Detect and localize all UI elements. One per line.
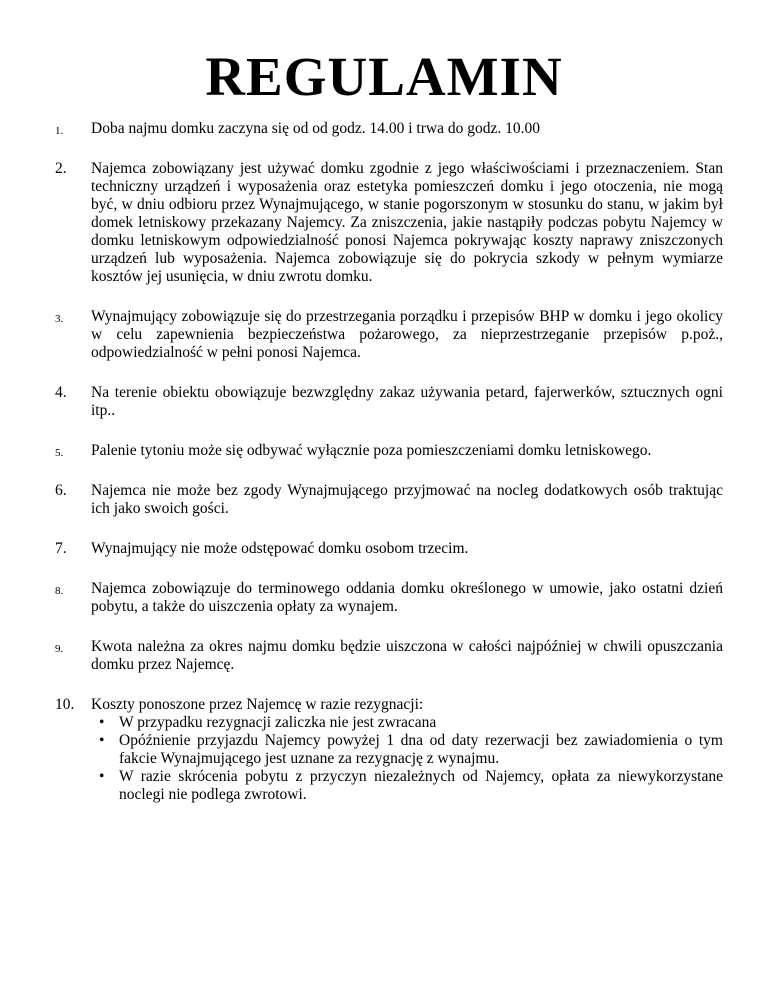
rule-text: Wynajmujący zobowiązuje się do przestrzegania porządku i przepisów BHP w domku i jego okolicy w celu zapewnienia bezpieczeństwa pożarowego, za nieprzestrzeganie przepisów p.poż., odpowiedzialność w pełni ponosi Najemca.	[91, 308, 723, 361]
bullet-item	[91, 768, 723, 804]
bullet-icon: •	[99, 714, 105, 731]
rule-number: 6.	[55, 482, 67, 499]
rule-text: Koszty ponoszone przez Najemcę w razie rezygnacji:	[91, 696, 424, 713]
bullet-text: W przypadku rezygnacji zaliczka nie jest zwracana	[119, 714, 437, 731]
rule-number: 8.	[55, 585, 64, 597]
rule-item-8	[55, 580, 723, 616]
rule-text: Wynajmujący nie może odstępować domku osobom trzecim.	[91, 540, 469, 557]
rule-item-6	[55, 482, 723, 518]
page-title: REGULAMIN	[205, 46, 563, 107]
bullet-text: W razie skrócenia pobytu z przyczyn niezależnych od Najemcy, opłata za niewykorzystane noclegi nie podlega zwrotowi.	[119, 768, 723, 803]
rule-item-3	[55, 308, 723, 362]
rule-number: 10.	[55, 696, 75, 713]
rule-text: Najemca zobowiązany jest używać domku zgodnie z jego właściwościami i przeznaczeniem. Stan techniczny urządzeń i wyposażenia oraz estetyka pomieszczeń domku i jego otoczenia, nie mogą być, w dniu odbioru przez Wynajmującego, w stanie pogorszonym w stosunku do stanu, w jakim był domek letniskowy przekazany Najemcy. Za zniszczenia, jakie nastąpiły podczas pobytu Najemcy w domku letniskowym odpowiedzialność ponosi Najemca pokrywając koszty naprawy zniszczonych urządzeń lub wyposażenia. Najemca zobowiązuje się do pokrycia szkody w pełnym wymiarze kosztów jej usunięcia, w dniu zwrotu domku.	[91, 160, 723, 285]
bullet-item	[91, 714, 723, 732]
rule-item-4	[55, 384, 723, 420]
rule-item-1	[55, 120, 723, 138]
bullet-text: Opóźnienie przyjazdu Najemcy powyżej 1 dna od daty rezerwacji bez zawiadomienia o tym fakcie Wynajmującego jest uznane za rezygnację z wynajmu.	[119, 732, 723, 767]
bullet-item	[91, 732, 723, 768]
rule-text: Doba najmu domku zaczyna się od od godz. 14.00 i trwa do godz. 10.00	[91, 120, 540, 137]
rules-list	[55, 120, 723, 804]
rule-text: Najemca zobowiązuje do terminowego oddania domku określonego w umowie, jako ostatni dzień pobytu, a także do uiszczenia opłaty za wynajem.	[91, 580, 723, 615]
rule-text: Najemca nie może bez zgody Wynajmującego przyjmować na nocleg dodatkowych osób traktując ich jako swoich gości.	[91, 482, 723, 517]
rule-number: 9.	[55, 643, 64, 655]
rule-bullet-list	[55, 714, 723, 804]
rule-number: 5.	[55, 447, 64, 459]
bullet-icon: •	[99, 768, 105, 785]
rule-text: Palenie tytoniu może się odbywać wyłącznie poza pomieszczeniami domku letniskowego.	[91, 442, 652, 459]
rule-text: Kwota należna za okres najmu domku będzie uiszczona w całości najpóźniej w chwili opuszczania domku przez Najemcę.	[91, 638, 723, 673]
rule-item-2	[55, 160, 723, 286]
rule-number: 3.	[55, 313, 64, 325]
rule-item-10	[55, 696, 723, 804]
rule-text: Na terenie obiektu obowiązuje bezwzględny zakaz używania petard, fajerwerków, sztucznych ogni itp..	[91, 384, 723, 419]
rule-item-9	[55, 638, 723, 674]
rule-number: 1.	[55, 125, 64, 137]
rule-number: 7.	[55, 540, 67, 557]
rule-item-5	[55, 442, 723, 460]
rule-number: 4.	[55, 384, 67, 401]
bullet-icon: •	[99, 732, 105, 749]
rule-item-7	[55, 540, 723, 558]
rule-number: 2.	[55, 160, 67, 177]
